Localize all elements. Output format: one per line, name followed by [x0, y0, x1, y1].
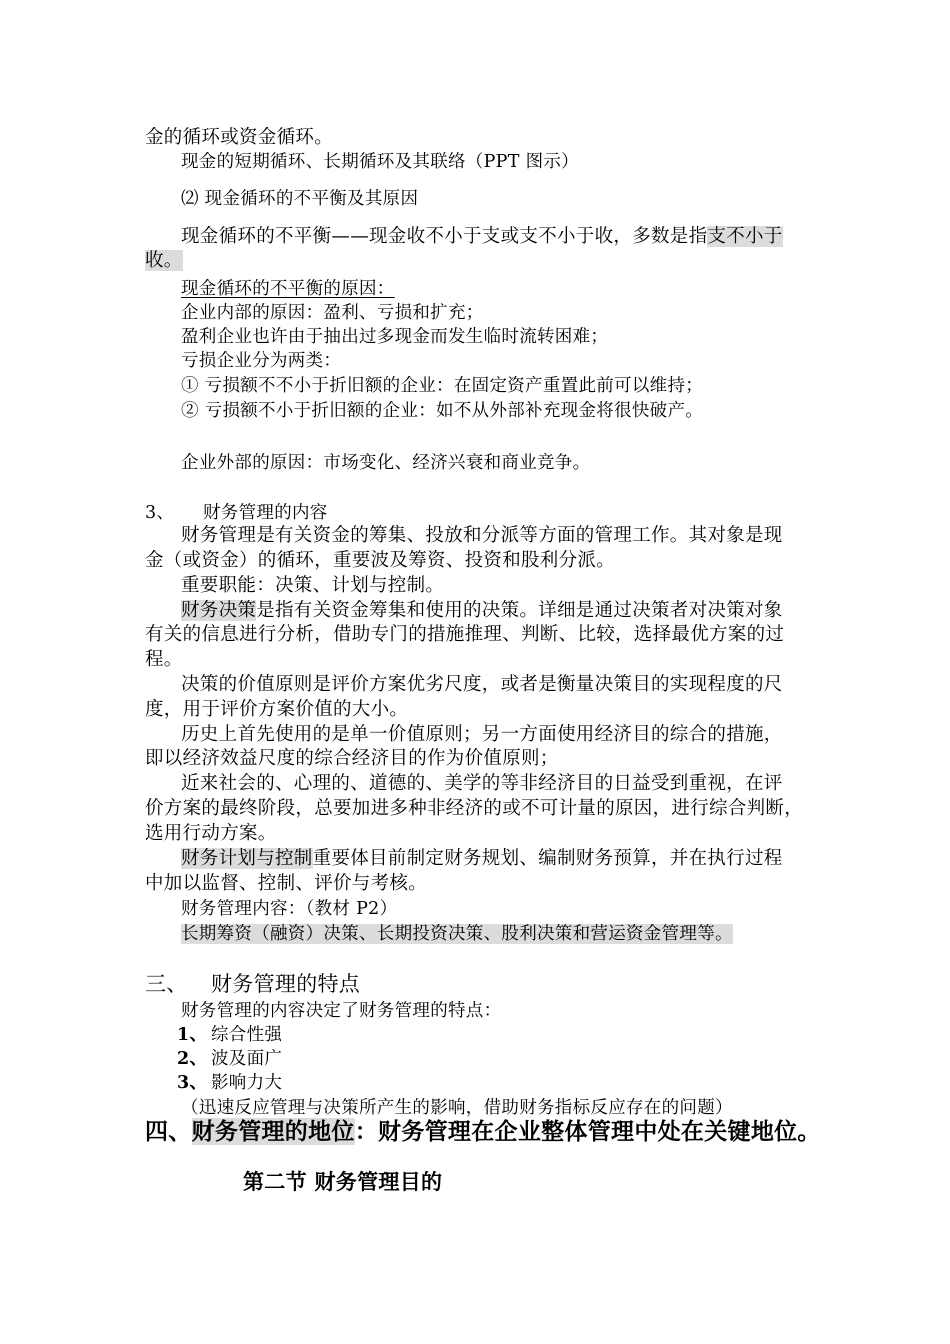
highlighted-text: 财务决策 — [181, 600, 257, 621]
text-line: 即以经济效益尺度的综合经济目的作为价值原则； — [145, 748, 559, 769]
chapter-section-title: 第二节 财务管理目的 — [243, 1169, 443, 1194]
text-line: 盈利企业也许由于抽出过多现金而发生临时流转困难； — [181, 327, 609, 347]
list-item: 波及面广 — [211, 1049, 283, 1069]
text-line: 重要职能：决策、计划与控制。 — [181, 575, 445, 596]
section-number: 三、 — [145, 972, 188, 996]
text-line: ① 亏损额不不小于折旧额的企业：在固定资产重置此前可以维持； — [181, 376, 704, 396]
text-span: 是指有关资金筹集和使用的决策。详细是通过决策者对决策对象 — [256, 600, 783, 621]
highlighted-text: 支不小于 — [707, 226, 783, 247]
subheading: ⑵ 现金循环的不平衡及其原因 — [181, 189, 419, 209]
highlighted-text: 财务计划与控制 — [181, 848, 313, 869]
text-line: 财务管理的内容决定了财务管理的特点： — [181, 1001, 502, 1021]
text-line: 选用行动方案。 — [145, 823, 277, 844]
text-line: 企业内部的原因：盈利、亏损和扩充； — [181, 303, 484, 323]
text-line: 金的循环或资金循环。 — [145, 127, 334, 148]
text-span: 现金循环的不平衡——现金收不小于支或支不小于收，多数是指 — [181, 226, 708, 247]
text-line: （迅速反应管理与决策所产生的影响，借助财务指标反应存在的问题） — [181, 1098, 733, 1118]
text-line: 中加以监督、控制、评价与考核。 — [145, 873, 428, 894]
text-line: 度，用于评价方案价值的大小。 — [145, 699, 409, 720]
list-number: 3、 — [177, 1073, 208, 1093]
highlighted-text: 收。 — [145, 250, 183, 271]
highlighted-text: 长期筹资（融资）决策、长期投资决策、股利决策和营运资金管理等。 — [181, 924, 733, 944]
underlined-heading: 现金循环的不平衡的原因： — [181, 279, 395, 299]
text-line: 金（或资金）的循环，重要波及筹资、投资和股利分派。 — [145, 550, 616, 571]
text-line — [181, 225, 783, 249]
section-title: 财务管理的内容 — [203, 503, 328, 523]
text-line: 有关的信息进行分析，借助专门的措施推理、判断、比较，选择最优方案的过 — [145, 624, 785, 645]
text-line: 近来社会的、心理的、道德的、美学的等非经济目的日益受到重视，在评 — [181, 773, 783, 794]
text-line: 现金的短期循环、长期循环及其联络（PPT 图示） — [181, 152, 579, 172]
list-item: 综合性强 — [211, 1025, 283, 1045]
text-line — [145, 249, 183, 273]
section-title: 财务管理的特点 — [211, 972, 361, 996]
text-line — [181, 599, 783, 623]
list-item: 影响力大 — [211, 1073, 283, 1093]
list-number: 2、 — [177, 1049, 208, 1069]
section-heading — [145, 1120, 821, 1144]
list-number: 1、 — [177, 1025, 208, 1045]
text-line: 历史上首先使用的是单一价值原则；另一方面使用经济目的综合的措施， — [181, 724, 783, 745]
text-line — [181, 922, 733, 946]
text-line: 企业外部的原因：市场变化、经济兴衰和商业竞争。 — [181, 453, 591, 473]
text-span: 重要体目前制定财务规划、编制财务预算，并在执行过程 — [312, 848, 783, 869]
section-number: 四、 — [145, 1118, 192, 1145]
text-line: 价方案的最终阶段，总要加进多种非经济的或不可计量的原因，进行综合判断， — [145, 798, 804, 819]
highlighted-text: 财务管理的地位 — [191, 1118, 355, 1145]
text-line: 程。 — [145, 649, 183, 670]
text-line: 财务管理内容：（教材 P2） — [181, 899, 398, 919]
text-line: 决策的价值原则是评价方案优劣尺度，或者是衡量决策目的实现程度的尺 — [181, 674, 783, 695]
text-line: ② 亏损额不小于折旧额的企业：如不从外部补充现金将很快破产。 — [181, 401, 704, 421]
text-span: ：财务管理在企业整体管理中处在关键地位。 — [354, 1118, 821, 1145]
text-line: 亏损企业分为两类： — [181, 351, 342, 371]
text-line: 财务管理是有关资金的筹集、投放和分派等方面的管理工作。其对象是现 — [181, 525, 783, 546]
section-number: 3、 — [145, 503, 175, 523]
text-line — [181, 847, 783, 871]
